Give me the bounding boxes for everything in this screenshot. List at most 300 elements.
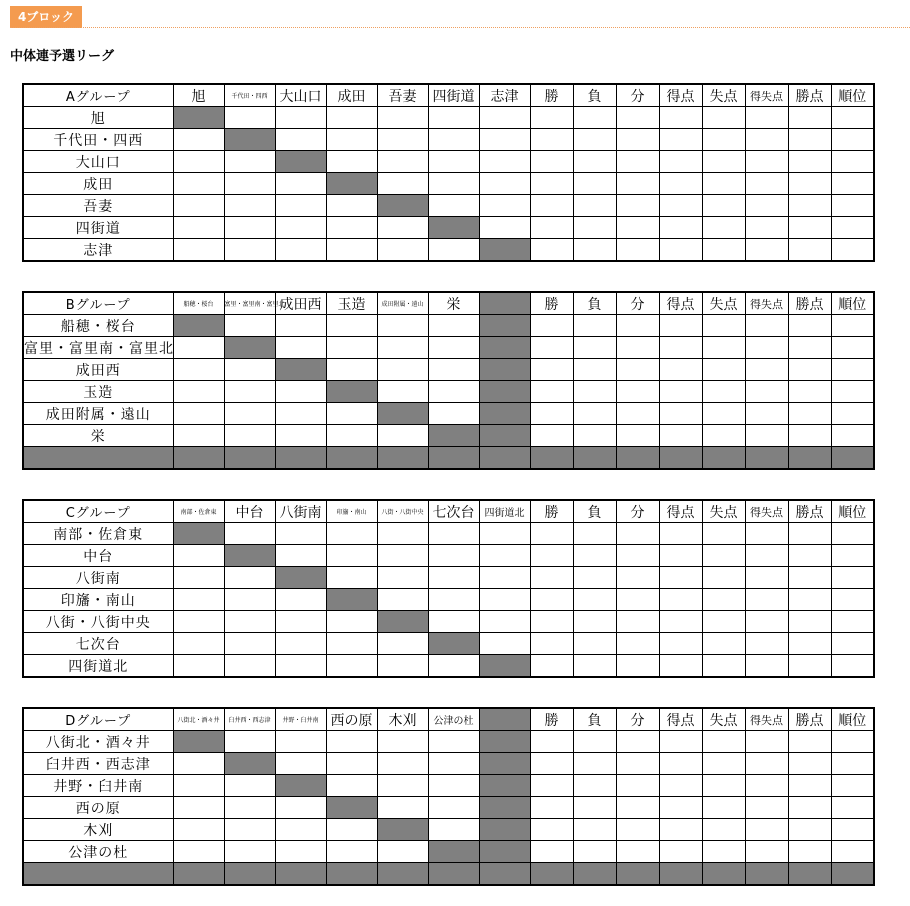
stat-cell: [573, 753, 616, 775]
stat-cell: [788, 425, 831, 447]
stat-cell: [788, 195, 831, 217]
team-name: 臼井西・西志津: [23, 753, 173, 775]
team-name: 栄: [23, 425, 173, 447]
opponent-header: 中台: [224, 500, 275, 523]
result-cell: [377, 315, 428, 337]
block-header: [0, 0, 910, 28]
stat-cell: [530, 337, 573, 359]
result-cell: [173, 841, 224, 863]
stat-cell: [530, 753, 573, 775]
group-name: Bグループ: [23, 292, 173, 315]
stat-header: 勝: [530, 84, 573, 107]
team-name: 八街南: [23, 567, 173, 589]
stat-cell: [616, 337, 659, 359]
stat-cell: [788, 589, 831, 611]
stat-cell: [788, 611, 831, 633]
self-match-cell: [377, 611, 428, 633]
page-title: 中体連予選リーグ: [10, 49, 115, 64]
stat-cell: [573, 523, 616, 545]
stat-cell: [573, 151, 616, 173]
team-name: 玉造: [23, 381, 173, 403]
stat-header: 失点: [702, 500, 745, 523]
stat-cell: [831, 217, 874, 239]
self-match-cell: [173, 731, 224, 753]
result-cell: [275, 425, 326, 447]
stat-cell: [702, 611, 745, 633]
stat-cell: [788, 655, 831, 678]
stat-header: 得失点: [745, 292, 788, 315]
stat-cell: [616, 567, 659, 589]
unused-column: [479, 425, 530, 447]
opponent-header: 富里・富里南・富里北: [224, 292, 275, 315]
result-cell: [173, 611, 224, 633]
self-match-cell: [428, 217, 479, 239]
team-name: 千代田・四西: [23, 129, 173, 151]
opponent-header: 栄: [428, 292, 479, 315]
result-cell: [479, 151, 530, 173]
result-cell: [224, 819, 275, 841]
stat-cell: [573, 239, 616, 262]
stat-cell: [530, 217, 573, 239]
result-cell: [173, 359, 224, 381]
result-cell: [173, 633, 224, 655]
team-name: 旭: [23, 107, 173, 129]
stat-header: 負: [573, 708, 616, 731]
table-row: [23, 545, 874, 567]
result-cell: [224, 151, 275, 173]
stat-header: 順位: [831, 500, 874, 523]
stat-cell: [616, 753, 659, 775]
result-cell: [275, 589, 326, 611]
league-table-a: [22, 83, 875, 262]
stat-cell: [702, 753, 745, 775]
opponent-header: 船穂・桜台: [173, 292, 224, 315]
result-cell: [224, 589, 275, 611]
stat-cell: [573, 315, 616, 337]
stat-cell: [573, 359, 616, 381]
result-cell: [377, 359, 428, 381]
team-name: 印旛・南山: [23, 589, 173, 611]
stat-cell: [702, 523, 745, 545]
stat-cell: [573, 545, 616, 567]
table-row: [23, 151, 874, 173]
stat-header: 勝: [530, 500, 573, 523]
table-row: [23, 655, 874, 678]
stat-header: 勝点: [788, 84, 831, 107]
self-match-cell: [224, 337, 275, 359]
self-match-cell: [173, 107, 224, 129]
header-row: [23, 500, 874, 523]
opponent-header: 旭: [173, 84, 224, 107]
opponent-header: 井野・臼井南: [275, 708, 326, 731]
stat-cell: [530, 239, 573, 262]
stat-cell: [702, 797, 745, 819]
stat-cell: [702, 775, 745, 797]
stat-header: 分: [616, 500, 659, 523]
opponent-header: 印旛・南山: [326, 500, 377, 523]
stat-header: 分: [616, 708, 659, 731]
table-row: [23, 403, 874, 425]
stat-cell: [702, 315, 745, 337]
result-cell: [428, 655, 479, 678]
result-cell: [428, 337, 479, 359]
unused-column: [479, 819, 530, 841]
table-row: [23, 239, 874, 262]
stat-cell: [573, 425, 616, 447]
stat-cell: [831, 173, 874, 195]
result-cell: [428, 523, 479, 545]
stat-cell: [788, 567, 831, 589]
result-cell: [377, 151, 428, 173]
result-cell: [479, 195, 530, 217]
result-cell: [428, 731, 479, 753]
stat-cell: [745, 797, 788, 819]
group-name: Aグループ: [23, 84, 173, 107]
stat-cell: [530, 359, 573, 381]
team-name: 木刈: [23, 819, 173, 841]
result-cell: [479, 107, 530, 129]
stat-cell: [530, 655, 573, 678]
result-cell: [479, 545, 530, 567]
stat-cell: [616, 797, 659, 819]
result-cell: [377, 545, 428, 567]
result-cell: [173, 775, 224, 797]
result-cell: [377, 633, 428, 655]
unused-column: [479, 753, 530, 775]
stat-cell: [831, 753, 874, 775]
result-cell: [428, 753, 479, 775]
stat-cell: [702, 403, 745, 425]
stat-cell: [831, 107, 874, 129]
self-match-cell: [377, 819, 428, 841]
table-row: [23, 359, 874, 381]
stat-cell: [616, 195, 659, 217]
stat-cell: [659, 523, 702, 545]
table-row: [23, 217, 874, 239]
league-table-d: [22, 707, 875, 886]
result-cell: [479, 567, 530, 589]
result-cell: [224, 655, 275, 678]
stat-cell: [573, 381, 616, 403]
result-cell: [224, 611, 275, 633]
result-cell: [326, 151, 377, 173]
stat-cell: [788, 337, 831, 359]
stat-cell: [788, 841, 831, 863]
stat-cell: [831, 841, 874, 863]
stat-cell: [745, 151, 788, 173]
stat-cell: [745, 315, 788, 337]
result-cell: [479, 129, 530, 151]
result-cell: [377, 173, 428, 195]
stat-cell: [745, 633, 788, 655]
unused-column: [479, 731, 530, 753]
result-cell: [377, 775, 428, 797]
stat-cell: [745, 239, 788, 262]
result-cell: [224, 731, 275, 753]
result-cell: [326, 523, 377, 545]
result-cell: [326, 819, 377, 841]
result-cell: [224, 173, 275, 195]
result-cell: [173, 753, 224, 775]
stat-cell: [659, 611, 702, 633]
self-match-cell: [275, 151, 326, 173]
result-cell: [224, 107, 275, 129]
result-cell: [479, 217, 530, 239]
result-cell: [428, 381, 479, 403]
stat-cell: [659, 797, 702, 819]
table-row: [23, 753, 874, 775]
stat-header: 失点: [702, 708, 745, 731]
unused-column: [479, 292, 530, 315]
stat-cell: [745, 381, 788, 403]
group-name: Cグループ: [23, 500, 173, 523]
opponent-header: 志津: [479, 84, 530, 107]
stat-cell: [702, 567, 745, 589]
stat-cell: [659, 315, 702, 337]
stat-cell: [659, 195, 702, 217]
self-match-cell: [224, 753, 275, 775]
stat-cell: [788, 217, 831, 239]
table-row: [23, 129, 874, 151]
result-cell: [479, 589, 530, 611]
result-cell: [275, 129, 326, 151]
stat-header: 得失点: [745, 500, 788, 523]
stat-cell: [530, 731, 573, 753]
league-table-c: [22, 499, 875, 678]
stat-cell: [745, 523, 788, 545]
self-match-cell: [326, 381, 377, 403]
stat-cell: [659, 819, 702, 841]
stat-cell: [659, 337, 702, 359]
stat-cell: [702, 545, 745, 567]
stat-cell: [745, 403, 788, 425]
stat-cell: [831, 151, 874, 173]
opponent-header: 成田附属・遠山: [377, 292, 428, 315]
result-cell: [224, 359, 275, 381]
result-cell: [173, 129, 224, 151]
team-name: 志津: [23, 239, 173, 262]
stat-cell: [788, 315, 831, 337]
header-row: [23, 708, 874, 731]
result-cell: [173, 403, 224, 425]
result-cell: [224, 633, 275, 655]
stat-cell: [831, 633, 874, 655]
self-match-cell: [428, 425, 479, 447]
stat-cell: [659, 841, 702, 863]
opponent-header: 玉造: [326, 292, 377, 315]
stat-cell: [831, 731, 874, 753]
result-cell: [173, 337, 224, 359]
stat-cell: [530, 107, 573, 129]
stat-cell: [788, 403, 831, 425]
stat-cell: [659, 753, 702, 775]
stat-cell: [530, 403, 573, 425]
result-cell: [275, 381, 326, 403]
stat-cell: [831, 315, 874, 337]
result-cell: [479, 173, 530, 195]
stat-cell: [659, 633, 702, 655]
stat-cell: [616, 403, 659, 425]
stat-cell: [573, 633, 616, 655]
stat-cell: [788, 545, 831, 567]
table-row: [23, 633, 874, 655]
result-cell: [428, 129, 479, 151]
result-cell: [428, 195, 479, 217]
opponent-header: 八街・八街中央: [377, 500, 428, 523]
opponent-header: 八街北・酒々井: [173, 708, 224, 731]
self-match-cell: [173, 523, 224, 545]
stat-header: 得点: [659, 292, 702, 315]
stat-cell: [831, 337, 874, 359]
result-cell: [326, 611, 377, 633]
result-cell: [428, 775, 479, 797]
stat-cell: [831, 523, 874, 545]
stat-cell: [831, 381, 874, 403]
stat-cell: [788, 381, 831, 403]
self-match-cell: [326, 797, 377, 819]
stat-cell: [573, 107, 616, 129]
result-cell: [224, 523, 275, 545]
table-row: [23, 173, 874, 195]
stat-cell: [702, 841, 745, 863]
team-name: 公津の杜: [23, 841, 173, 863]
team-name: 船穂・桜台: [23, 315, 173, 337]
opponent-header: 吾妻: [377, 84, 428, 107]
stat-cell: [745, 819, 788, 841]
stat-cell: [616, 775, 659, 797]
stat-cell: [788, 151, 831, 173]
stat-cell: [702, 239, 745, 262]
stat-cell: [745, 195, 788, 217]
stat-cell: [659, 655, 702, 678]
stat-cell: [745, 217, 788, 239]
stat-cell: [616, 151, 659, 173]
result-cell: [428, 545, 479, 567]
stat-cell: [530, 315, 573, 337]
result-cell: [173, 239, 224, 262]
result-cell: [224, 775, 275, 797]
result-cell: [173, 217, 224, 239]
stat-cell: [831, 239, 874, 262]
result-cell: [326, 129, 377, 151]
stat-cell: [702, 195, 745, 217]
stat-cell: [831, 775, 874, 797]
result-cell: [326, 655, 377, 678]
stat-header: 分: [616, 84, 659, 107]
stat-cell: [616, 731, 659, 753]
team-name: 七次台: [23, 633, 173, 655]
opponent-header: 木刈: [377, 708, 428, 731]
stat-cell: [616, 129, 659, 151]
table-row: [23, 819, 874, 841]
stat-cell: [659, 359, 702, 381]
stat-cell: [831, 545, 874, 567]
stat-cell: [788, 173, 831, 195]
stat-cell: [788, 359, 831, 381]
result-cell: [275, 217, 326, 239]
result-cell: [275, 337, 326, 359]
stat-cell: [530, 425, 573, 447]
table-row: [23, 611, 874, 633]
opponent-header: 四街道: [428, 84, 479, 107]
stat-cell: [659, 239, 702, 262]
stat-cell: [530, 611, 573, 633]
stat-cell: [530, 633, 573, 655]
result-cell: [173, 381, 224, 403]
stat-cell: [573, 195, 616, 217]
stat-header: 得点: [659, 708, 702, 731]
result-cell: [224, 195, 275, 217]
stat-cell: [659, 151, 702, 173]
unused-column: [479, 359, 530, 381]
result-cell: [428, 797, 479, 819]
stat-cell: [659, 775, 702, 797]
result-cell: [275, 655, 326, 678]
stat-cell: [573, 567, 616, 589]
stat-cell: [702, 731, 745, 753]
stat-header: 負: [573, 84, 616, 107]
stat-cell: [616, 173, 659, 195]
stat-header: 勝点: [788, 292, 831, 315]
result-cell: [377, 107, 428, 129]
result-cell: [326, 753, 377, 775]
stat-header: 得失点: [745, 708, 788, 731]
result-cell: [479, 633, 530, 655]
self-match-cell: [275, 567, 326, 589]
self-match-cell: [224, 129, 275, 151]
result-cell: [275, 195, 326, 217]
opponent-header: 公津の杜: [428, 708, 479, 731]
result-cell: [428, 315, 479, 337]
stat-cell: [659, 589, 702, 611]
result-cell: [275, 797, 326, 819]
stat-cell: [831, 567, 874, 589]
stat-cell: [616, 841, 659, 863]
stat-cell: [788, 633, 831, 655]
result-cell: [326, 545, 377, 567]
result-cell: [428, 819, 479, 841]
opponent-header: 四街道北: [479, 500, 530, 523]
stat-cell: [788, 753, 831, 775]
stat-cell: [831, 195, 874, 217]
team-name: 中台: [23, 545, 173, 567]
stat-cell: [573, 217, 616, 239]
stat-cell: [530, 797, 573, 819]
unused-column: [479, 403, 530, 425]
stat-cell: [530, 173, 573, 195]
stat-cell: [702, 589, 745, 611]
result-cell: [275, 731, 326, 753]
stat-header: 順位: [831, 84, 874, 107]
stat-cell: [831, 403, 874, 425]
stat-cell: [788, 775, 831, 797]
result-cell: [173, 545, 224, 567]
stat-cell: [616, 819, 659, 841]
stat-header: 分: [616, 292, 659, 315]
self-match-cell: [428, 841, 479, 863]
stat-cell: [702, 173, 745, 195]
result-cell: [326, 775, 377, 797]
team-name: 井野・臼井南: [23, 775, 173, 797]
stat-cell: [745, 173, 788, 195]
stat-cell: [831, 611, 874, 633]
stat-header: 勝点: [788, 708, 831, 731]
result-cell: [275, 315, 326, 337]
stat-cell: [659, 173, 702, 195]
stat-header: 失点: [702, 84, 745, 107]
stat-cell: [659, 129, 702, 151]
stat-cell: [702, 359, 745, 381]
